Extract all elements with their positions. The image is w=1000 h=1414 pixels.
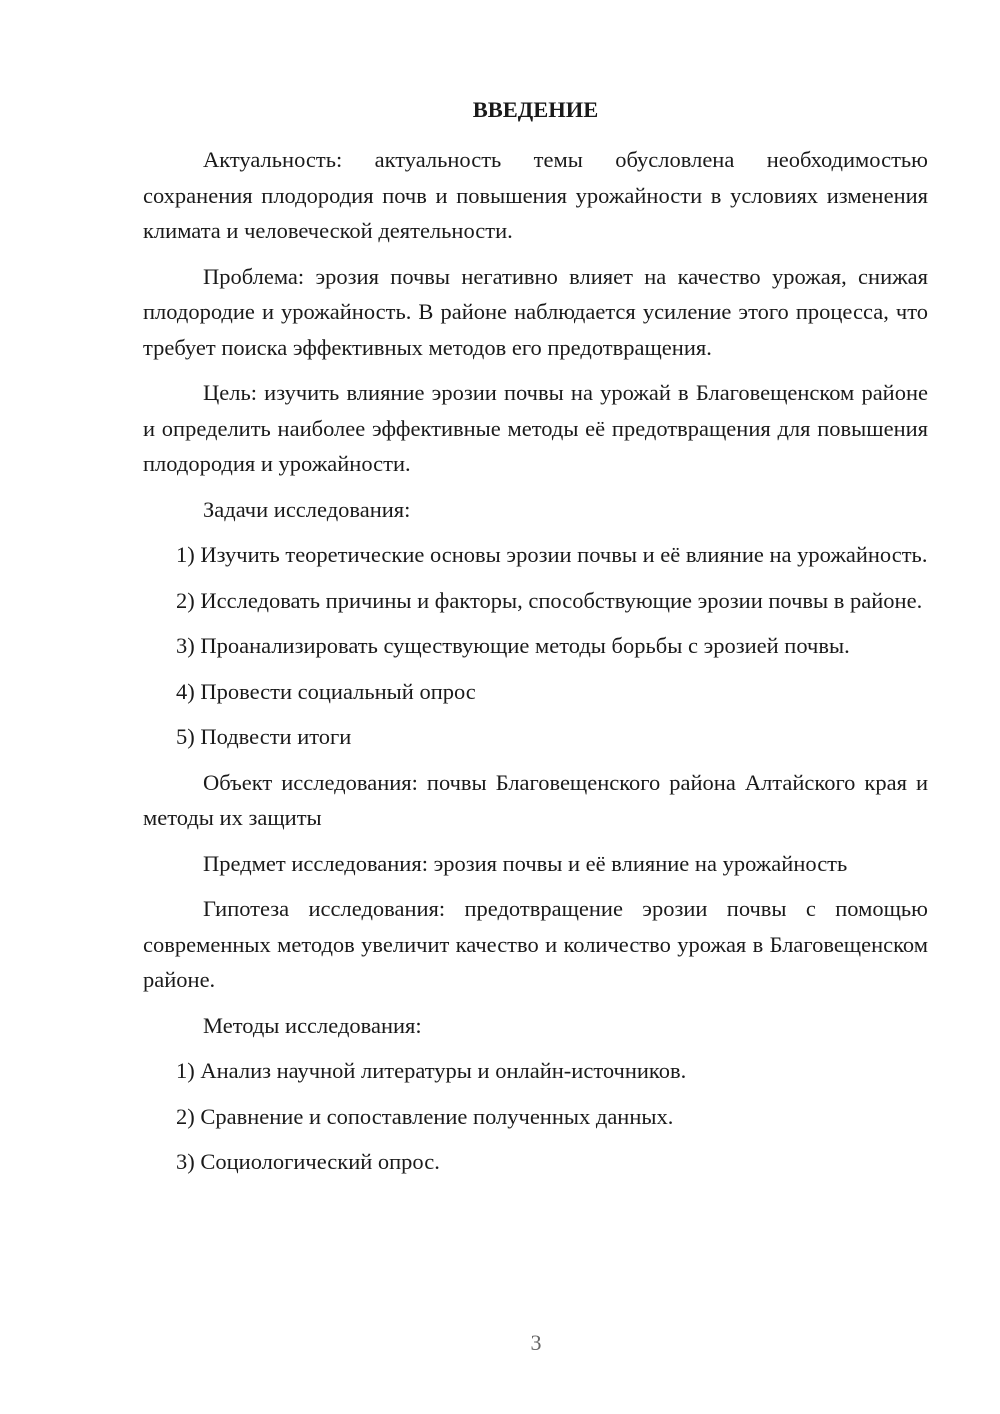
hypothesis-paragraph: Гипотеза исследования: предотвращение эрозии почвы с помощью современных методов увеличит качество и количество урожая в Благовещенском районе. (143, 896, 928, 992)
method-item-2: 2) Сравнение и сопоставление полученных данных. (176, 1103, 674, 1129)
task-item-4: 4) Провести социальный опрос (176, 678, 476, 704)
method-item-1: 1) Анализ научной литературы и онлайн-источников. (176, 1058, 687, 1083)
goal-paragraph: Цель: изучить влияние эрозии почвы на урожай в Благовещенском районе и определить наиболее эффективные методы её предотвращения для повышения плодородия и урожайности. (143, 380, 928, 476)
page-number: 3 (530, 1330, 542, 1355)
document-page (143, 92, 928, 1180)
task-item-2: 2) Исследовать причины и факторы, способствующие эрозии почвы в районе. (176, 587, 923, 613)
tasks-heading: Задачи исследования: (203, 496, 411, 522)
task-item-1: 1) Изучить теоретические основы эрозии почвы и её влияние на урожайность. (176, 542, 928, 567)
methods-heading: Методы исследования: (203, 1012, 422, 1038)
object-paragraph: Объект исследования: почвы Благовещенского района Алтайского края и методы их защиты (143, 769, 928, 830)
task-item-5: 5) Подвести итоги (176, 724, 352, 749)
method-item-3: 3) Социологический опрос. (176, 1149, 440, 1174)
subject-paragraph: Предмет исследования: эрозия почвы и её влияние на урожайность (203, 850, 848, 876)
task-item-3: 3) Проанализировать существующие методы борьбы с эрозией почвы. (176, 633, 850, 658)
relevance-paragraph: Актуальность: актуальность темы обусловлена необходимостью сохранения плодородия почв и повышения урожайности в условиях изменения климата и человеческой деятельности. (143, 147, 928, 243)
section-title: ВВЕДЕНИЕ (472, 97, 599, 122)
problem-paragraph: Проблема: эрозия почвы негативно влияет на качество урожая, снижая плодородие и урожайность. В районе наблюдается усиление этого процесса, что требует поиска эффективных методов его предотвращения. (143, 263, 928, 360)
